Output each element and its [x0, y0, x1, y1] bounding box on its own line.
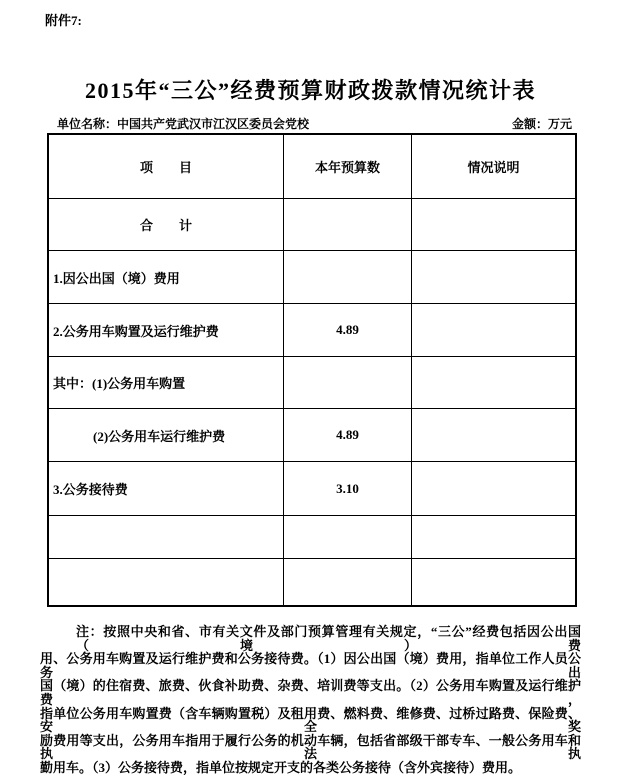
table-row-note	[412, 357, 575, 409]
meta-line	[48, 115, 576, 132]
table-row-item	[49, 516, 284, 559]
footnote	[40, 625, 581, 775]
page-title: 2015年“三公”经费预算财政拨款情况统计表	[84, 78, 536, 103]
table-row-note	[412, 409, 575, 462]
table-row-note	[412, 199, 575, 251]
table-row-item: 合 计	[49, 199, 284, 251]
table-row-budget	[284, 516, 412, 559]
table-row-budget	[284, 199, 412, 251]
table-row-budget: 4.89	[284, 304, 412, 357]
table-row-item: 其中：(1)公务用车购置	[49, 357, 284, 409]
table-row-item: 3.公务接待费	[49, 462, 284, 516]
amount-label: 金额：	[511, 117, 548, 131]
table-row-item	[49, 559, 284, 605]
table-row-budget: 3.10	[284, 462, 412, 516]
col-header-item: 项 目	[49, 135, 284, 199]
footnote-line: 指单位公务用车购置费（含车辆购置税）及租用费、燃料费、维修费、过桥过路费、保险费、安全奖	[40, 705, 581, 735]
budget-table	[47, 133, 577, 607]
col-header-budget: 本年预算数	[284, 135, 412, 199]
table-row-item: 1.因公出国（境）费用	[49, 251, 284, 304]
amount-unit-value: 万元	[547, 117, 572, 131]
unit-name-label: 单位名称：	[57, 117, 118, 131]
col-header-note: 情况说明	[412, 135, 575, 199]
unit-name-value: 中国共产党武汉市江汉区委员会党校	[117, 117, 310, 131]
footnote-line: 励费用等支出，公务用车指用于履行公务的机动车辆，包括省部级干部专车、一般公务用车和执法执	[40, 732, 581, 762]
table-row-budget	[284, 251, 412, 304]
table-row-budget	[284, 559, 412, 605]
table-row-note	[412, 559, 575, 605]
attachment-label: 附件7:	[45, 13, 82, 28]
table-row-budget: 4.89	[284, 409, 412, 462]
footnote-line: 注：按照中央和省、市有关文件及部门预算管理有关规定，“三公”经费包括因公出国（境）费	[76, 624, 581, 653]
table-row-note	[412, 251, 575, 304]
amount-unit-line	[512, 115, 576, 132]
footnote-line: 勤用车。（3）公务接待费，指单位按规定开支的各类公务接待（含外宾接待）费用。	[40, 759, 522, 775]
unit-name-line	[48, 115, 309, 132]
footnote-line: 用、公务用车购置及运行维护费和公务接待费。（1）因公出国（境）费用，指单位工作人员公务出	[40, 651, 581, 680]
table-row-note	[412, 462, 575, 516]
table-row-item: 2.公务用车购置及运行维护费	[49, 304, 284, 357]
table-row-note	[412, 516, 575, 559]
table-row-budget	[284, 357, 412, 409]
footnote-line: 国（境）的住宿费、旅费、伙食补助费、杂费、培训费等支出。（2）公务用车购置及运行维护费，	[40, 678, 581, 707]
table-row-note	[412, 304, 575, 357]
table-row-item: (2)公务用车运行维护费	[49, 409, 284, 462]
